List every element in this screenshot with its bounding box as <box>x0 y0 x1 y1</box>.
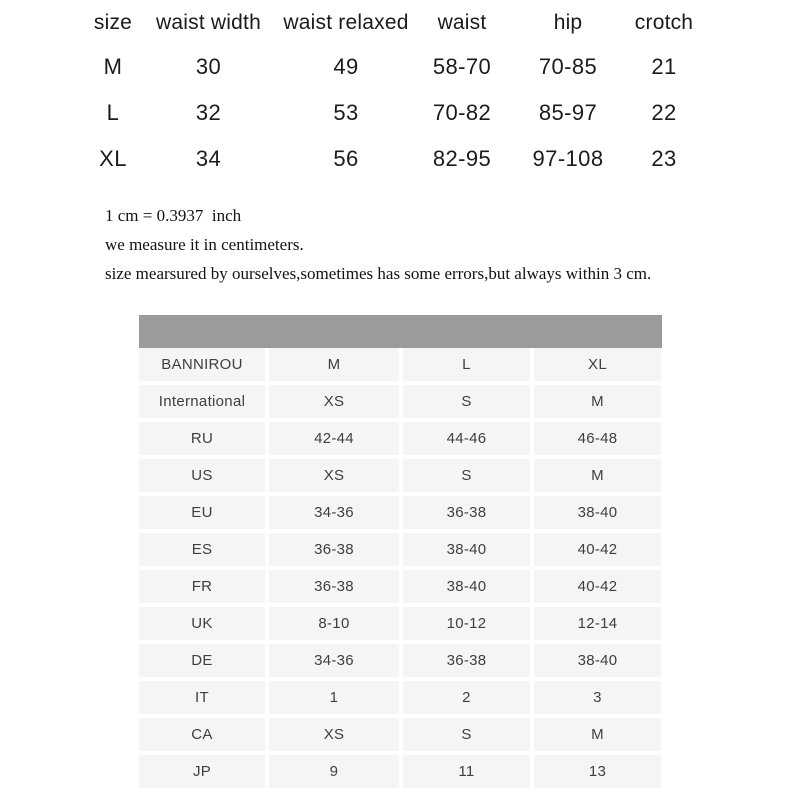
table-row <box>85 136 700 182</box>
table-cell: XS <box>269 718 399 751</box>
table-cell: 2 <box>403 681 530 714</box>
table-row <box>139 607 661 640</box>
table-cell: DE <box>139 644 265 677</box>
column-header-size: size <box>93 11 133 34</box>
table-cell: 38-40 <box>403 570 530 603</box>
table-cell: 44-46 <box>403 422 530 455</box>
table-cell: 23 <box>651 146 677 171</box>
table-cell: CA <box>139 718 265 751</box>
table-row <box>139 533 661 566</box>
table-cell: 38-40 <box>403 533 530 566</box>
table-cell: 36-38 <box>403 644 530 677</box>
column-header-waist: waist <box>437 11 487 34</box>
table-cell: XL <box>534 348 661 381</box>
table-cell: 40-42 <box>534 533 661 566</box>
table-cell: 70-85 <box>538 54 598 79</box>
size-conversion-table <box>135 344 665 792</box>
table-cell: 34-36 <box>269 644 399 677</box>
table-cell: 3 <box>534 681 661 714</box>
table-cell: 10-12 <box>403 607 530 640</box>
table-cell: FR <box>139 570 265 603</box>
table-cell: RU <box>139 422 265 455</box>
table-cell: 36-38 <box>269 570 399 603</box>
table-cell: 8-10 <box>269 607 399 640</box>
table-cell: 34 <box>195 146 222 171</box>
table-cell: 12-14 <box>534 607 661 640</box>
table-cell: 46-48 <box>534 422 661 455</box>
table-cell: XS <box>269 385 399 418</box>
table-cell: 97-108 <box>532 146 604 171</box>
table-cell: 36-38 <box>403 496 530 529</box>
table-cell: 9 <box>269 755 399 788</box>
table-cell: IT <box>139 681 265 714</box>
table-row <box>85 90 700 136</box>
measurement-table <box>85 2 700 182</box>
table-cell: International <box>139 385 265 418</box>
column-header-crotch: crotch <box>634 11 694 34</box>
table-row <box>139 755 661 788</box>
table-row <box>139 348 661 381</box>
table-cell: 30 <box>195 54 222 79</box>
table-row <box>139 644 661 677</box>
table-cell: M <box>534 385 661 418</box>
column-header-waist-width: waist width <box>156 11 261 34</box>
table-cell: 38-40 <box>534 496 661 529</box>
table-cell: 34-36 <box>269 496 399 529</box>
table-cell: 32 <box>195 100 222 125</box>
table-row <box>139 422 661 455</box>
note-line-conversion: 1 cm = 0.3937 inch <box>105 206 242 225</box>
table-cell: 85-97 <box>538 100 598 125</box>
table-cell: 82-95 <box>432 146 492 171</box>
size-conversion-table-body <box>139 348 661 788</box>
table-cell: ES <box>139 533 265 566</box>
table-cell: US <box>139 459 265 492</box>
table-cell: 70-82 <box>432 100 492 125</box>
table-cell: S <box>403 459 530 492</box>
table-cell: 53 <box>333 100 359 125</box>
table-cell: XL <box>99 146 127 171</box>
table-cell: 40-42 <box>534 570 661 603</box>
table-cell: 49 <box>333 54 359 79</box>
table-header-row <box>85 2 700 44</box>
table-cell: BANNIROU <box>139 348 265 381</box>
table-cell: UK <box>139 607 265 640</box>
table-cell: M <box>269 348 399 381</box>
table-cell: XS <box>269 459 399 492</box>
table-cell: 42-44 <box>269 422 399 455</box>
table-cell: 21 <box>651 54 677 79</box>
table-cell: M <box>534 718 661 751</box>
column-header-hip: hip <box>553 11 583 34</box>
notes-block <box>105 201 651 288</box>
table-cell: 13 <box>534 755 661 788</box>
table-cell: EU <box>139 496 265 529</box>
table-row <box>139 570 661 603</box>
table-row <box>139 496 661 529</box>
table-cell: 38-40 <box>534 644 661 677</box>
table-row <box>139 385 661 418</box>
table-row <box>139 459 661 492</box>
table-cell: M <box>534 459 661 492</box>
table-cell: M <box>103 54 123 79</box>
table-cell: L <box>403 348 530 381</box>
table-row <box>85 44 700 90</box>
table-cell: 1 <box>269 681 399 714</box>
note-line-disclaimer: size mearsured by ourselves,sometimes has some errors,but always within 3 cm. <box>105 264 652 283</box>
table-cell: 56 <box>333 146 359 171</box>
table-cell: S <box>403 718 530 751</box>
table-row <box>139 718 661 751</box>
table-cell: 36-38 <box>269 533 399 566</box>
table-cell: S <box>403 385 530 418</box>
note-line-units: we measure it in centimeters. <box>105 235 304 254</box>
measurement-table-body <box>85 44 700 182</box>
table-row <box>139 681 661 714</box>
table-cell: L <box>106 100 120 125</box>
table-cell: 58-70 <box>432 54 492 79</box>
table-cell: JP <box>139 755 265 788</box>
table-cell: 22 <box>651 100 677 125</box>
column-header-waist-relaxed: waist relaxed <box>283 11 409 34</box>
table-cell: 11 <box>403 755 530 788</box>
